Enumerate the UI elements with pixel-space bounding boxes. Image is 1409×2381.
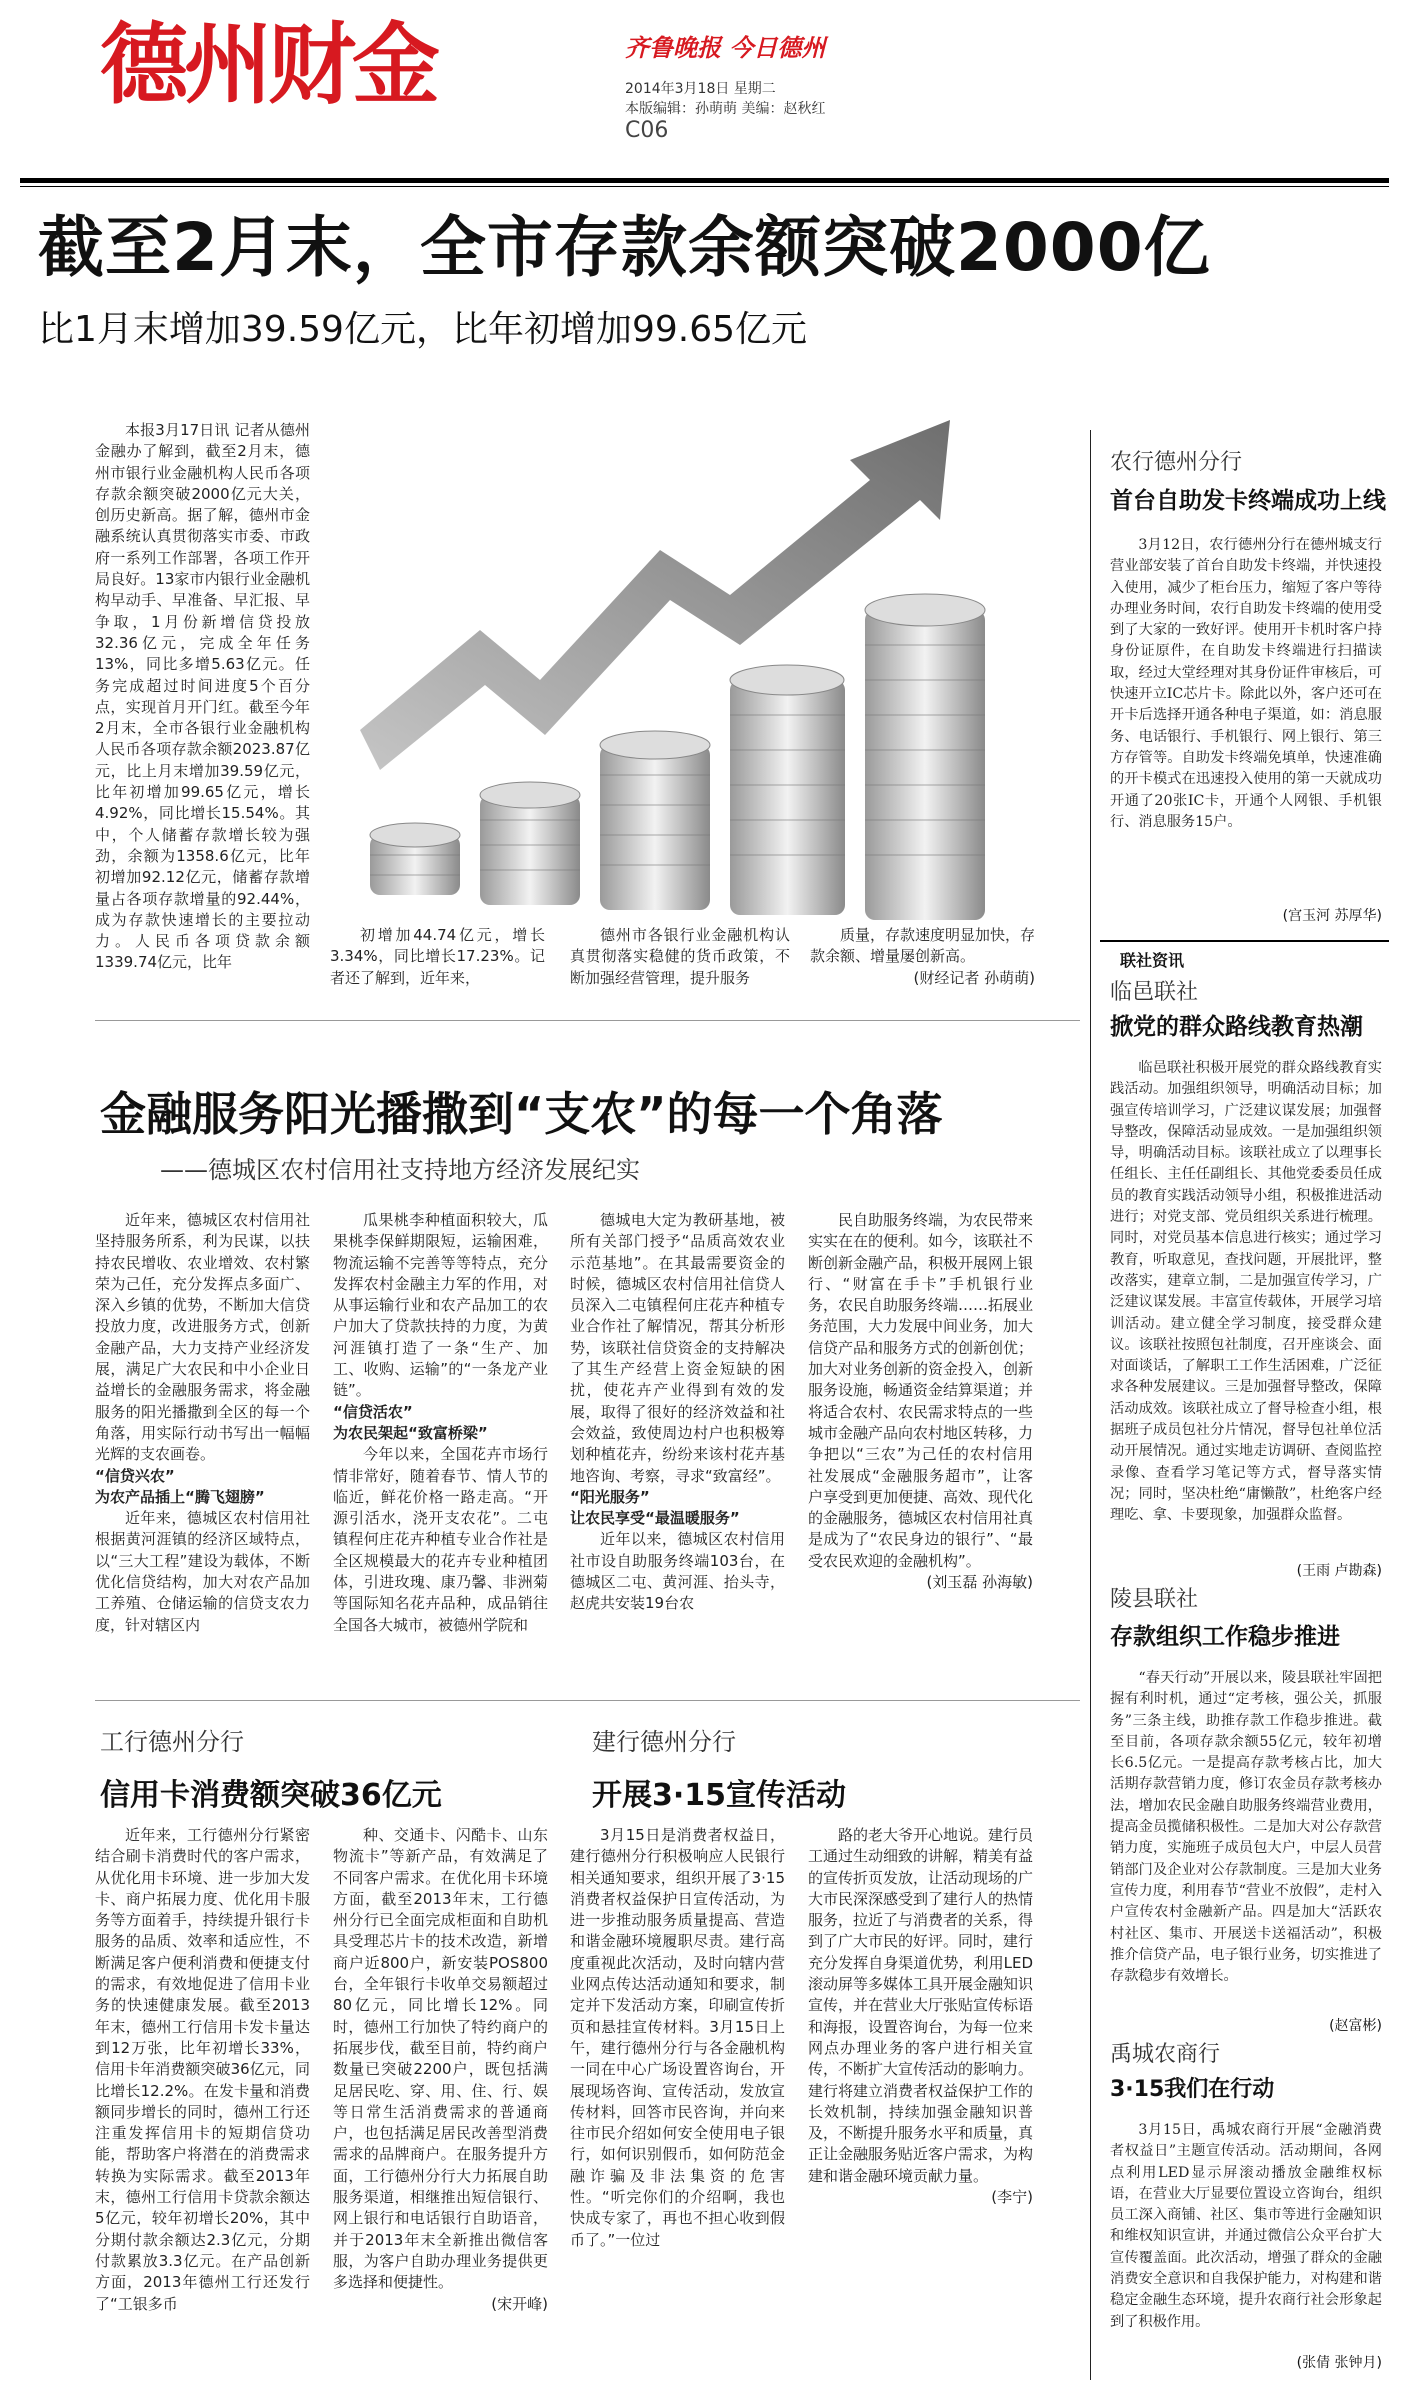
sidebar4-label: 禹城农商行: [1110, 2042, 1221, 2067]
lead-column-1: 本报3月17日讯 记者从德州金融办了解到，截至2月末，德州市银行业金融机构人民币各项存款余额突破2000亿元大关，创历史新高。据了解，德州市金融系统认真贯彻落实市委、市政府一系列工作部署，各项工作开局良好。13家市内银行业金融机构早动手、早准备、早汇报、早争取，1月份新增信贷投放32.36亿元，完成全年任务13%，同比多增5.63亿元。任务完成超过时间进度5个百分点，实现首月开门红。截至今年2月末，全市各银行业金融机构人民币各项存款余额2023.87亿元，比上月末增加39.59亿元，比年初增加99.65亿元，增长4.92%，同比增长15.54%。其中，个人储蓄存款增长较为强劲，余额为1358.6亿元，比年初增加92.12亿元，储蓄存款增量占各项存款增量的92.44%，成为存款快速增长的主要拉动力。人民币各项贷款余额1339.74亿元，比年: [95, 421, 310, 972]
sidebar3-body: “春天行动”开展以来，陵县联社牢固把握有利时机，通过“定考核，强公关，抓服务”三条主线，助推存款工作稳步推进。截至目前，各项存款余额55亿元，较年初增长6.5亿元。一是提高存款考核占比，加大活期存款营销力度，修订农金员存款考核办法，增加农民金融自助服务终端营业费用，提高金员揽储积极性。二是加大对公存款营销力度，实施班子成员包大户，中层人员营销部门及企业对公存款制度。三是加大业务宣传力度，利用春节“营业不放假”，走村入户宣传农村金融新产品。四是加大“活跃农村社区、集市、开展送卡送福活动”，积极推介信贷产品，电子银行业务，切实推进了存款稳步有效增长。: [1110, 1670, 1382, 1985]
lead-column-3: 德州市各银行业金融机构认真贯彻落实稳健的货币政策，不断加强经营管理，提升服务: [570, 926, 790, 987]
sidebar3-title: 存款组织工作稳步推进: [1110, 1624, 1340, 1650]
icbc-column-1: 近年来，工行德州分行紧密结合刷卡消费时代的客户需求，从优化用卡环境、进一步加大发卡、商户拓展力度、优化用卡服务等方面着手，持续提升银行卡服务的品质、效率和适应性，不断满足客户便利消费和便捷支付的需求，有效地促进了信用卡业务的快速健康发展。截至2013年末，德州工行信用卡发卡量达到12万张，比年初增长33%，信用卡年消费额突破36亿元，同比增长12.2%。在发卡量和消费额同步增长的同时，德州工行还注重发挥信用卡的短期信贷功能，帮助客户将潜在的消费需求转换为实际需求。截至2013年末，德州工行信用卡贷款余额达5亿元，较年初增长20%，其中分期付款余额达2.3亿元，分期付款累放3.3亿元。在产品创新方面，2013年德州工行还发行了“工银多币: [95, 1826, 310, 2313]
sidebar3-credit: (赵富彬): [1329, 2018, 1382, 2034]
sidebar4-body: 3月15日，禹城农商行开展“金融消费者权益日”主题宣传活动。活动期间，各网点利用LED显示屏滚动播放金融维权标语，在营业大厅显要位置设立咨询台，组织员工深入商铺、社区、集市等进行金融知识和维权知识宣讲，并通过微信公众平台扩大宣传覆盖面。此次活动，增强了群众的金融消费安全意识和自我保护能力，对构建和谐稳定金融生态环境，提升农商行社会形象起到了积极作用。: [1110, 2122, 1382, 2330]
masthead-divider: [20, 178, 1389, 183]
feature-column-3: 德城电大定为教研基地，被所有关部门授予“品质高效农业示范基地”。在其最需要资金的时候，德城区农村信用社信贷人员深入二屯镇程何庄花卉种植专业合作社了解情况，帮其分析形势，该联社信贷资金的支持解决了其生产经营上资金短缺的困扰，使花卉产业得到有效的发展，取得了很好的经济效益和社会效益，致使周边村户也积极筹划种植花卉，纷纷来该村花卉基地咨询、考察，寻求“致富经”。 “阳光服务” 让农民享受“最温暖服务” 近年以来，德城区农村信用社市设自助服务终端103台，在德城区二屯、黄河涯、抬头寺，赵虎共安装19台农: [570, 1211, 785, 1613]
sidebar2-label: 临邑联社: [1110, 980, 1199, 1005]
feature-sub2b: 为农民架起“致富桥梁”: [333, 1423, 488, 1442]
lead-headline: 截至2月末，全市存款余额突破2000亿: [38, 209, 1211, 286]
feature-sub2: “信贷活农”: [333, 1402, 413, 1421]
lead-credit: (财经记者 孙萌萌): [913, 968, 1035, 987]
feature-top-rule: [95, 1020, 1080, 1021]
editors-line: 本版编辑：孙萌萌 美编：赵秋红: [625, 101, 826, 117]
sidebar-divider: [1090, 430, 1091, 2380]
masthead-divider-thin: [20, 186, 1389, 187]
ccb-credit: (李宁): [991, 2188, 1033, 2207]
ccb-column-2: 路的老大爷开心地说。建行员工通过生动细致的讲解，精美有益的宣传折页发放，让活动现场的广大市民深深感受到了建行人的热情服务，拉近了与消费者的关系，得到了广大市民的好评。同时，建行充分发挥自身渠道优势，利用LED滚动屏等多媒体工具开展金融知识宣传，并在营业大厅张贴宣传标语和海报，设置咨询台，为每一位来网点办理业务的客户进行相关宣传，不断扩大宣传活动的影响力。建行将建立消费者权益保护工作的长效机制，持续加强金融知识普及，不断提升服务水平和质量，真正让金融服务贴近客户需求，为构建和谐金融环境贡献力量。 (李宁): [808, 1825, 1033, 2370]
issue-date: 2014年3月18日 星期二: [625, 81, 776, 97]
sidebar4-credit: (张倩 张钟月): [1296, 2355, 1382, 2371]
icbc-label: 工行德州分行: [100, 1728, 244, 1756]
feature-column-4: 民自助服务终端，为农民带来实实在在的便利。如今，该联社不断创新金融产品，积极开展网上银行、“财富在手卡”手机银行业务，农民自助服务终端……拓展业务范围，大力发展中间业务，加大信贷产品和服务方式的创新创优；加大对业务创新的资金投入，创新服务设施，畅通资金结算渠道；并将适合农村、农民需求特点的一些城市金融产品向农村地区转移，力争把以“三农”为己任的农村信用社发展成“金融服务超市”，让客户享受到更加便捷、高效、现代化的金融服务，德城区农村信用社真是成为了“农民身边的银行”、“最受农民欢迎的金融机构”。 (刘玉磊 孙海敏): [808, 1210, 1033, 1670]
sidebar1-label: 农行德州分行: [1110, 450, 1243, 475]
lead-column-4: 质量，存款速度明显加快，存款余额、增量屡创新高。 (财经记者 孙萌萌): [810, 925, 1035, 1000]
sidebar1-body: 3月12日，农行德州分行在德州城支行营业部安装了首台自助发卡终端，并快速投入使用，减少了柜台压力，缩短了客户等待办理业务时间，农行自助发卡终端的使用受到了大家的一致好评。使用开卡机时客户持身份证原件，在自助发卡终端进行扫描读取，经过大堂经理对其身份证件审核后，可快速开立IC芯片卡。除此以外，客户还可在开卡后选择开通各种电子渠道，如：消息服务、电话银行、手机银行、网上银行、第三方存管等。自助发卡终端免填单，快速准确的开卡模式在迅速投入使用的第一天就成功开通了20张IC卡，开通个人网银、手机银行、消息服务15户。: [1110, 537, 1382, 830]
coin-stack-illustration: [330, 380, 1050, 940]
sidebar2-body: 临邑联社积极开展党的群众路线教育实践活动。加强组织领导，明确活动目标；加强宣传培训学习，广泛建议谋发展；加强督导整改，保障活动显成效。一是加强组织领导，明确活动目标。该联社成立了以理事长任组长、主任任副组长、其他党委委员任成员的教育实践活动领导小组，积极推进活动进行；对党支部、党员组织关系进行梳理。同时，对党员基本信息进行核实；通过学习教育，听取意见，查找问题，开展批评，整改落实，建章立制，二是加强宣传学习，广泛建议谋发展。丰富宣传载体，开展学习培训活动。建立健全学习制度，接受群众建议。该联社按照包社制度，召开座谈会、面对面谈话，了解职工工作生活困难，广泛征求各种发展建议。三是加强督导整改，保障活动成效。该联社成立了督导检查小组，根据班子成员包社分片情况，督导包社单位活动开展情况。通过实地走访调研、查阅监控录像、查看学习笔记等方式，督导落实情况；同时，坚决杜绝“庸懒散”，杜绝客户经理吃、拿、卡要现象，加强群众监督。: [1110, 1060, 1382, 1524]
sidebar4-title: 3·15我们在行动: [1110, 2077, 1275, 2102]
feature-column-2: 瓜果桃李种植面积较大，瓜果桃李保鲜期限短，运输困难，物流运输不完善等等特点，充分发挥农村金融主力军的作用，对从事运输行业和农产品加工的农户加大了贷款扶持的力度，为黄河涯镇打造了一条“生产、加工、收购、运输”的“一条龙产业链”。 “信贷活农” 为农民架起“致富桥梁” 今年以来，全国花卉市场行情非常好，随着春节、情人节的临近，鲜花价格一路走高。“开源引活水，浇开支农花”。二屯镇程何庄花卉种植专业合作社是全区规模最大的花卉专业种植团体，引进玫瑰、康乃馨、非洲菊等国际知名花卉品种，成品销往全国各大城市，被德州学院和: [333, 1211, 548, 1634]
lianshe-divider: [1100, 940, 1389, 942]
sidebar3-label: 陵县联社: [1110, 1587, 1199, 1612]
lead-subhead: 比1月末增加39.59亿元，比年初增加99.65亿元: [38, 309, 808, 350]
lianshe-label: 联社资讯: [1120, 951, 1185, 970]
feature-sub1: “信贷兴农”: [95, 1466, 175, 1485]
icbc-column-2: 种、交通卡、闪酷卡、山东物流卡”等新产品，有效满足了不同客户需求。在优化用卡环境方面，截至2013年末，工行德州分行已全面完成柜面和自助机具受理芯片卡的技术改造，新增商户近800户，新安装POS800台，全年银行卡收单交易额超过80亿元，同比增长12%。同时，德州工行加快了特约商户的拓展步伐，截至目前，特约商户数量已突破2200户，既包括满足居民吃、穿、用、住、行、娱等日常生活消费需求的普通商户，也包括满足居民改善型消费需求的品牌商户。在服务提升方面，工行德州分行大力拓展自助服务渠道，相继推出短信银行、网上银行和电话银行自助语音，并于2013年末全新推出微信客服，为客户自助办理业务提供更多选择和便捷性。 (宋开峰): [333, 1825, 548, 2370]
sidebar2-title: 掀党的群众路线教育热潮: [1110, 1014, 1363, 1040]
page-code: C06: [625, 118, 669, 143]
feature-sub3b: 让农民享受“最温暖服务”: [570, 1509, 740, 1528]
icbc-credit: (宋开峰): [491, 2294, 548, 2313]
feature-sub3: “阳光服务”: [570, 1487, 650, 1506]
masthead-title: 德州财金: [100, 12, 437, 116]
lower-rule: [95, 1700, 1080, 1701]
feature-title: 金融服务阳光播撒到“支农”的每一个角落: [100, 1087, 943, 1141]
sidebar1-title: 首台自助发卡终端成功上线: [1110, 488, 1386, 514]
sidebar2-credit: (王雨 卢勘森): [1296, 1563, 1382, 1579]
feature-credit: (刘玉磊 孙海敏): [926, 1573, 1033, 1592]
ccb-column-1: 3月15日是消费者权益日，建行德州分行积极响应人民银行相关通知要求，组织开展了3·15消费者权益保护日宣传活动，为进一步推动服务质量提高、营造和谐金融环境履职尽责。建行高度重视此次活动，及时向辖内营业网点传达活动通知和要求，制定并下发活动方案，印刷宣传折页和悬挂宣传材料。3月15日上午，建行德州分行与各金融机构一同在中心广场设置咨询台，开展现场咨询、宣传活动，发放宣传材料，回答市民咨询，并向来往市民介绍如何安全使用电子银行，如何识别假币，如何防范金融诈骗及非法集资的危害性。“听完你们的介绍啊，我也快成专家了，再也不担心收到假币了。”一位过: [570, 1826, 785, 2249]
feature-sub1b: 为农产品插上“腾飞翅膀”: [95, 1487, 265, 1506]
newspaper-brand: 齐鲁晚报 今日德州: [625, 33, 826, 62]
feature-subtitle: ——德城区农村信用社支持地方经济发展纪实: [160, 1156, 640, 1184]
sidebar1-credit: (宫玉河 苏厚华): [1282, 908, 1382, 924]
icbc-title: 信用卡消费额突破36亿元: [100, 1778, 442, 1813]
coin-arrow-graphic: [330, 380, 1050, 940]
ccb-title: 开展3·15宣传活动: [592, 1778, 847, 1813]
feature-column-1: 近年来，德城区农村信用社坚持服务所系，利为民谋，以扶持农民增收、农业增效、农村繁荣为己任，充分发挥点多面广、深入乡镇的优势，不断加大信贷投放力度，改进服务方式，创新金融产品，大力支持产业经济发展，满足广大农民和中小企业日益增长的金融服务需求，将金融服务的阳光播撒到全区的每一个角落，用实际行动书写出一幅幅光辉的支农画卷。 “信贷兴农” 为农产品插上“腾飞翅膀” 近年来，德城区农村信用社根据黄河涯镇的经济区域特点，以“三大工程”建设为载体，不断优化信贷结构，加大对农产品加工养殖、仓储运输的信贷支农力度，针对辖区内: [95, 1211, 310, 1634]
ccb-label: 建行德州分行: [592, 1728, 736, 1756]
lead-column-2: 初增加44.74亿元，增长3.34%，同比增长17.23%。记者还了解到，近年来，: [330, 926, 545, 987]
